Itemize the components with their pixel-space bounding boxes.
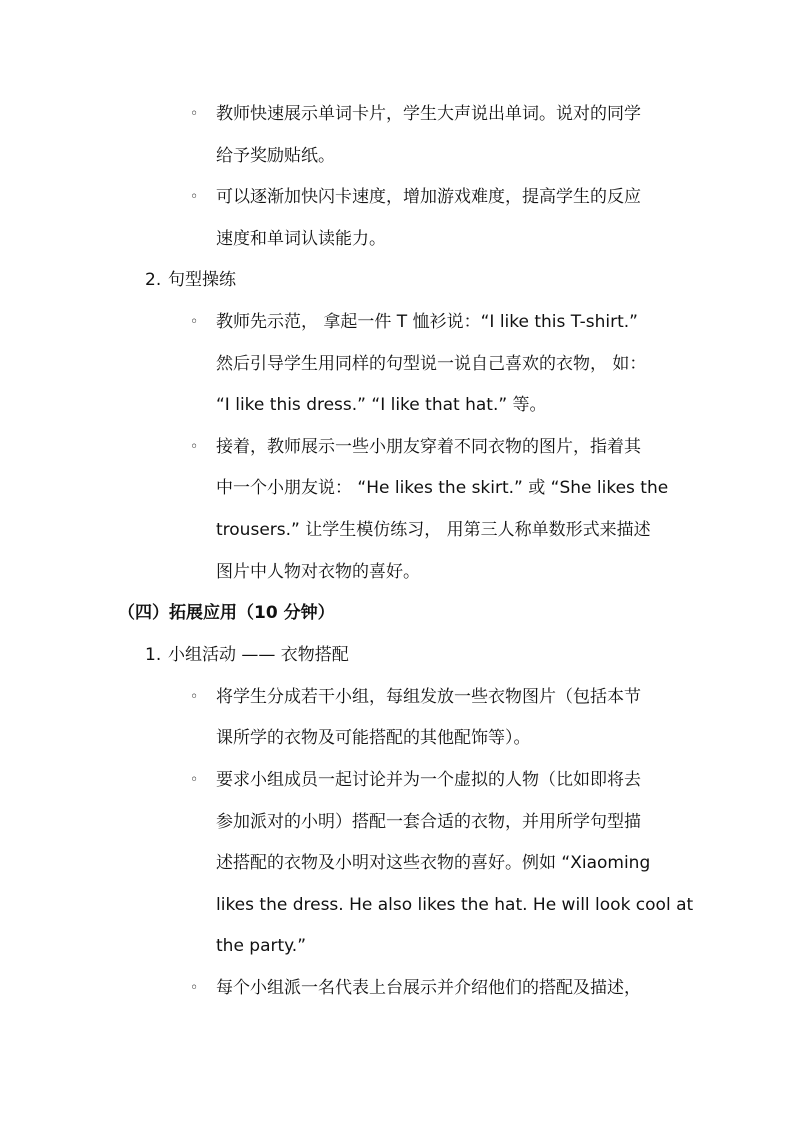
bullet-4-line-4: 图片中人物对衣物的喜好。 — [216, 562, 420, 582]
bullet-5-line-2: 课所学的衣物及可能搭配的其他配饰等）。 — [216, 728, 531, 748]
subsection-title: 句型操练 — [168, 270, 236, 290]
bullet-icon: ◦ — [190, 772, 199, 788]
list-number: 2. — [145, 270, 162, 290]
bullet-6-line-4: likes the dress. He also likes the hat. He will look cool at — [216, 895, 694, 915]
bullet-4-line-2: 中一个小朋友说： “He likes the skirt.” 或 “She likes the — [216, 478, 669, 498]
bullet-icon: ◦ — [190, 439, 199, 455]
bullet-6-line-3: 述搭配的衣物及小明对这些衣物的喜好。例如 “Xiaoming — [216, 853, 651, 873]
bullet-icon: ◦ — [190, 980, 199, 996]
bullet-6-line-1: 要求小组成员一起讨论并为一个虚拟的人物（比如即将去 — [216, 770, 641, 790]
bullet-icon: ◦ — [190, 106, 199, 122]
bullet-7-line-1: 每个小组派一名代表上台展示并介绍他们的搭配及描述， — [216, 978, 641, 998]
bullet-icon: ◦ — [190, 189, 199, 205]
bullet-icon: ◦ — [190, 314, 199, 330]
bullet-6-line-2: 参加派对的小明）搭配一套合适的衣物，并用所学句型描 — [216, 812, 641, 832]
bullet-3-line-1: 教师先示范， 拿起一件 T 恤衫说：“I like this T-shirt.” — [216, 312, 638, 332]
bullet-6-line-5: the party.” — [216, 936, 307, 956]
bullet-4-line-1: 接着，教师展示一些小朋友穿着不同衣物的图片，指着其 — [216, 437, 641, 457]
bullet-1-line-2: 给予奖励贴纸。 — [216, 146, 335, 166]
subsection-title: 小组活动 —— 衣物搭配 — [168, 645, 349, 665]
bullet-icon: ◦ — [190, 689, 199, 705]
section-heading: （四）拓展应用（10 分钟） — [118, 603, 335, 623]
list-number: 1. — [145, 645, 162, 665]
bullet-4-line-3: trousers.” 让学生模仿练习， 用第三人称单数形式来描述 — [216, 520, 651, 540]
bullet-3-line-2: 然后引导学生用同样的句型说一说自己喜欢的衣物， 如： — [216, 354, 647, 374]
bullet-3-line-3: “I like this dress.” “I like that hat.” 等。 — [216, 395, 547, 415]
bullet-2-line-2: 速度和单词认读能力。 — [216, 229, 386, 249]
bullet-1-line-1: 教师快速展示单词卡片，学生大声说出单词。说对的同学 — [216, 104, 641, 124]
bullet-5-line-1: 将学生分成若干小组，每组发放一些衣物图片（包括本节 — [216, 687, 641, 707]
bullet-2-line-1: 可以逐渐加快闪卡速度，增加游戏难度，提高学生的反应 — [216, 187, 641, 207]
